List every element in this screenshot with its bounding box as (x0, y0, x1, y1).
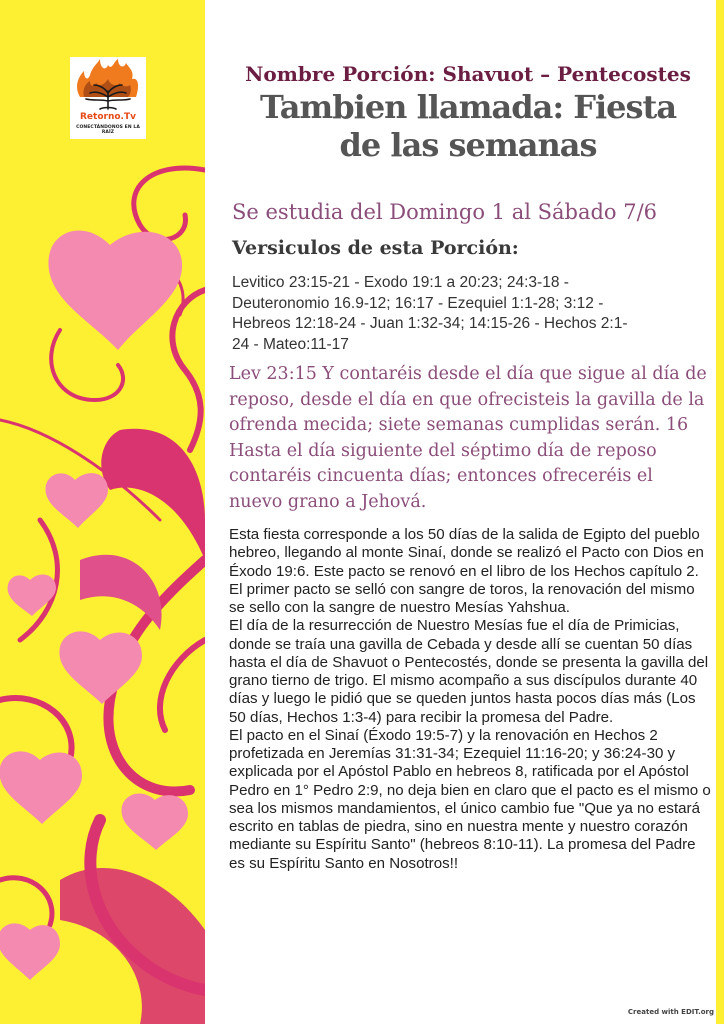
body-paragraph-2: El día de la resurrección de Nuestro Mesías fue el día de Primicias, donde se traía una gavilla de Cebada y desde allí se cuentan 50 días hasta el día de Shavuot o Pentecostés, donde se presenta la gavilla del grano tierno de trigo. El mismo acompaño a sus discípulos durante 40 días y luego le pidió que se queden juntos hasta pocos días más (Los 50 días, Hechos 1:3-4) para recibir la promesa del Padre. (229, 617, 709, 726)
footer-credit: Created with EDIT.org (627, 1008, 714, 1016)
right-edge-band (716, 0, 724, 1024)
logo-tagline: CONECTÁNDONOS EN LA RAÍZ (76, 125, 140, 135)
logo (70, 57, 146, 139)
decorative-left-band (0, 0, 205, 1024)
study-dates: Se estudia del Domingo 1 al Sábado 7/6 (232, 200, 658, 224)
subtitle-line-2: de las semanas (339, 126, 597, 164)
header (222, 60, 714, 164)
page-title: Nombre Porción: Shavuot – Pentecostes (245, 62, 691, 86)
verses-list: Levitico 23:15-21 - Exodo 19:1 a 20:23; 24:3-18 - Deuteronomio 16.9-12; 16:17 - Ezequiel 1:1-28; 3:12 - Hebreos 12:18-24 - Juan 1:32-34; 14:15-26 - Hechos 2:1-24 - Mateo:11-17 (232, 274, 628, 353)
body-paragraph-1: Esta fiesta corresponde a los 50 días de la salida de Egipto del pueblo hebreo, llegando al monte Sinaí, donde se realizó el Pacto con Dios en Éxodo 19:6. Este pacto se renovó en el libro de los Hechos capítulo 2. El primer pacto se selló con sangre de toros, la renovación del mismo se sello con la sangre de nuestro Mesías Yahshua. (229, 526, 704, 616)
verses-heading: Versiculos de esta Porción: (232, 237, 519, 259)
tree-flame-logo-icon (70, 57, 146, 112)
hearts-and-swirls-decoration (0, 0, 205, 1024)
body-text (229, 526, 711, 873)
body-paragraph-3: El pacto en el Sinaí (Éxodo 19:5-7) y la renovación en Hechos 2 profetizada en Jeremías 31:31-34; Ezequiel 11:16-20; y 36:24-30 y explicada por el Apóstol Pablo en hebreos 8, ratificada por el Apóstol Pedro en 1° Pedro 2:9, no deja bien en claro que el pacto es el mismo o sea los mismos mandamientos, el único cambio fue "Que ya no estará escrito en tablas de piedra, sino en nuestra mente y nuestro corazón mediante su Espíritu Santo" (hebreos 8:10-11). La promesa del Padre es su Espíritu Santo en Nosotros!! (229, 726, 711, 872)
subtitle-line-1: Tambien llamada: Fiesta (259, 88, 677, 126)
key-verse: Lev 23:15 Y contaréis desde el día que sigue al día de reposo, desde el día en que ofrecisteis la gavilla de la ofrenda mecida; siete semanas cumplidas serán. 16 Hasta el día siguiente del séptimo día de reposo contaréis cincuenta días; entonces ofreceréis el nuevo grano a Jehová. (229, 364, 707, 512)
logo-name: Retorno.Tv (80, 112, 136, 122)
